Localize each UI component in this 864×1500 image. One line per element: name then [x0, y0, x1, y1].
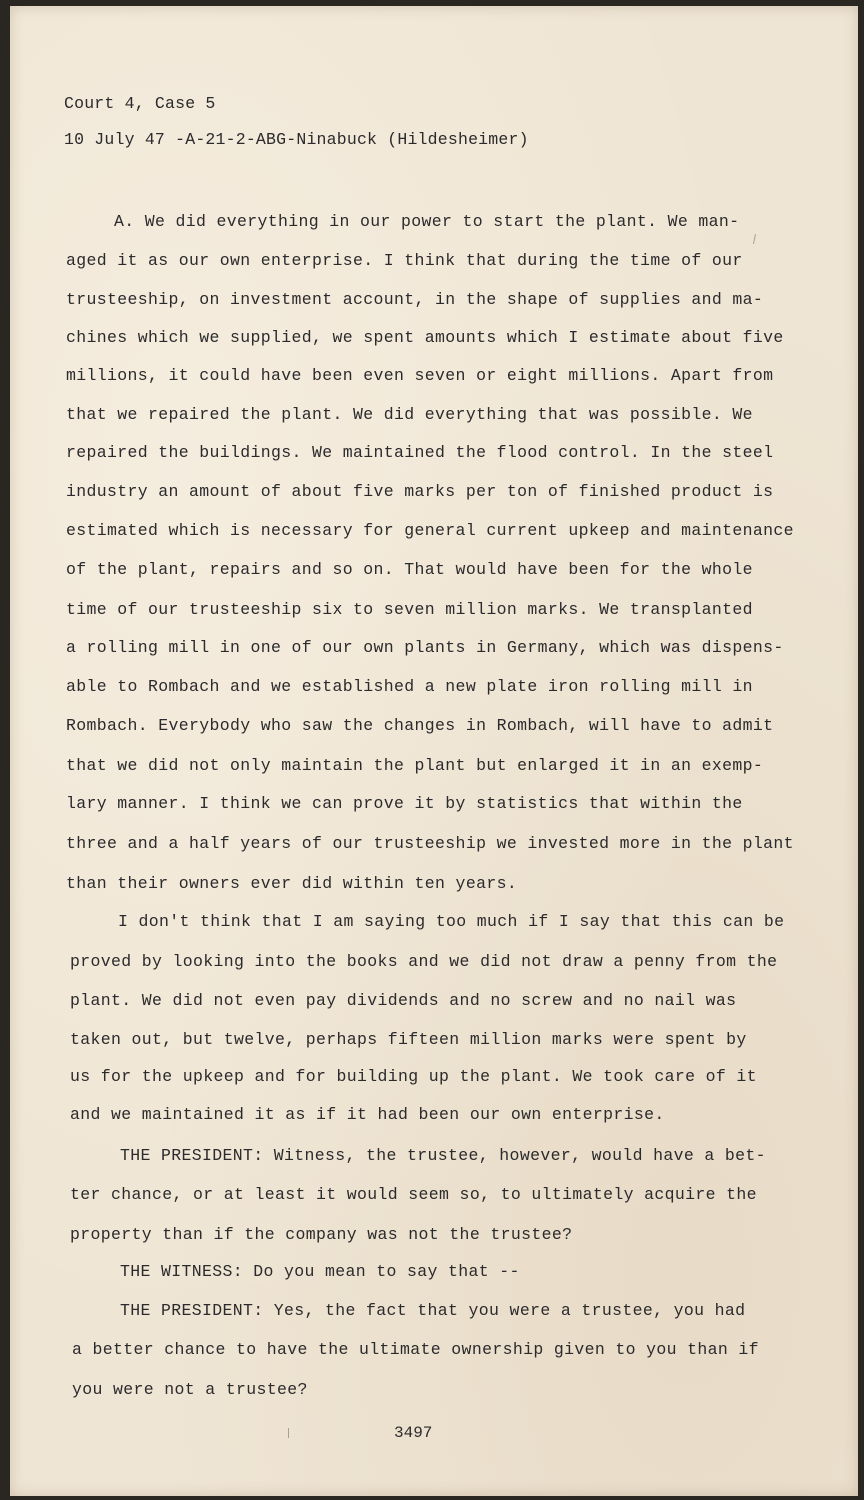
text-line: industry an amount of about five marks per ton of finished product is [66, 482, 774, 501]
text-line: estimated which is necessary for general current upkeep and maintenance [66, 521, 794, 540]
text-line: a rolling mill in one of our own plants in Germany, which was dispens- [66, 638, 784, 657]
text-line: millions, it could have been even seven or eight millions. Apart from [66, 366, 774, 385]
text-line: THE WITNESS: Do you mean to say that -- [120, 1262, 520, 1281]
text-line: I don't think that I am saying too much if I say that this can be [118, 912, 785, 931]
text-line: trusteeship, on investment account, in the shape of supplies and ma- [66, 290, 764, 309]
text-line: time of our trusteeship six to seven million marks. We transplanted [66, 600, 753, 619]
text-line: us for the upkeep and for building up the plant. We took care of it [70, 1067, 757, 1086]
text-line: property than if the company was not the trustee? [70, 1225, 573, 1244]
court-case-heading: Court 4, Case 5 [64, 94, 216, 113]
session-line: 10 July 47 -A-21-2-ABG-Ninabuck (Hildesheimer) [64, 130, 529, 149]
text-line: and we maintained it as if it had been our own enterprise. [70, 1105, 665, 1124]
text-line: you were not a trustee? [72, 1380, 308, 1399]
text-line: ter chance, or at least it would seem so, to ultimately acquire the [70, 1185, 757, 1204]
text-line: plant. We did not even pay dividends and no screw and no nail was [70, 991, 737, 1010]
text-line: three and a half years of our trusteeship we invested more in the plant [66, 834, 794, 853]
text-line: THE PRESIDENT: Witness, the trustee, however, would have a bet- [120, 1146, 766, 1165]
text-line: that we did not only maintain the plant but enlarged it in an exemp- [66, 756, 764, 775]
text-line: chines which we supplied, we spent amounts which I estimate about five [66, 328, 784, 347]
document-page [10, 6, 858, 1496]
text-line: a better chance to have the ultimate ownership given to you than if [72, 1340, 759, 1359]
text-line: that we repaired the plant. We did everything that was possible. We [66, 405, 753, 424]
text-line: of the plant, repairs and so on. That would have been for the whole [66, 560, 753, 579]
text-line: than their owners ever did within ten years. [66, 874, 518, 893]
margin-mark [753, 234, 756, 244]
text-line: repaired the buildings. We maintained the flood control. In the steel [66, 443, 774, 462]
margin-mark [288, 1428, 289, 1438]
text-line: lary manner. I think we can prove it by statistics that within the [66, 794, 743, 813]
text-line: aged it as our own enterprise. I think that during the time of our [66, 251, 743, 270]
text-line: Rombach. Everybody who saw the changes in Rombach, will have to admit [66, 716, 774, 735]
text-line: able to Rombach and we established a new plate iron rolling mill in [66, 677, 753, 696]
text-line: proved by looking into the books and we did not draw a penny from the [70, 952, 778, 971]
text-line: taken out, but twelve, perhaps fifteen million marks were spent by [70, 1030, 747, 1049]
text-line: THE PRESIDENT: Yes, the fact that you were a trustee, you had [120, 1301, 746, 1320]
text-line: A. We did everything in our power to start the plant. We man- [114, 212, 740, 231]
page-number: 3497 [394, 1424, 433, 1442]
